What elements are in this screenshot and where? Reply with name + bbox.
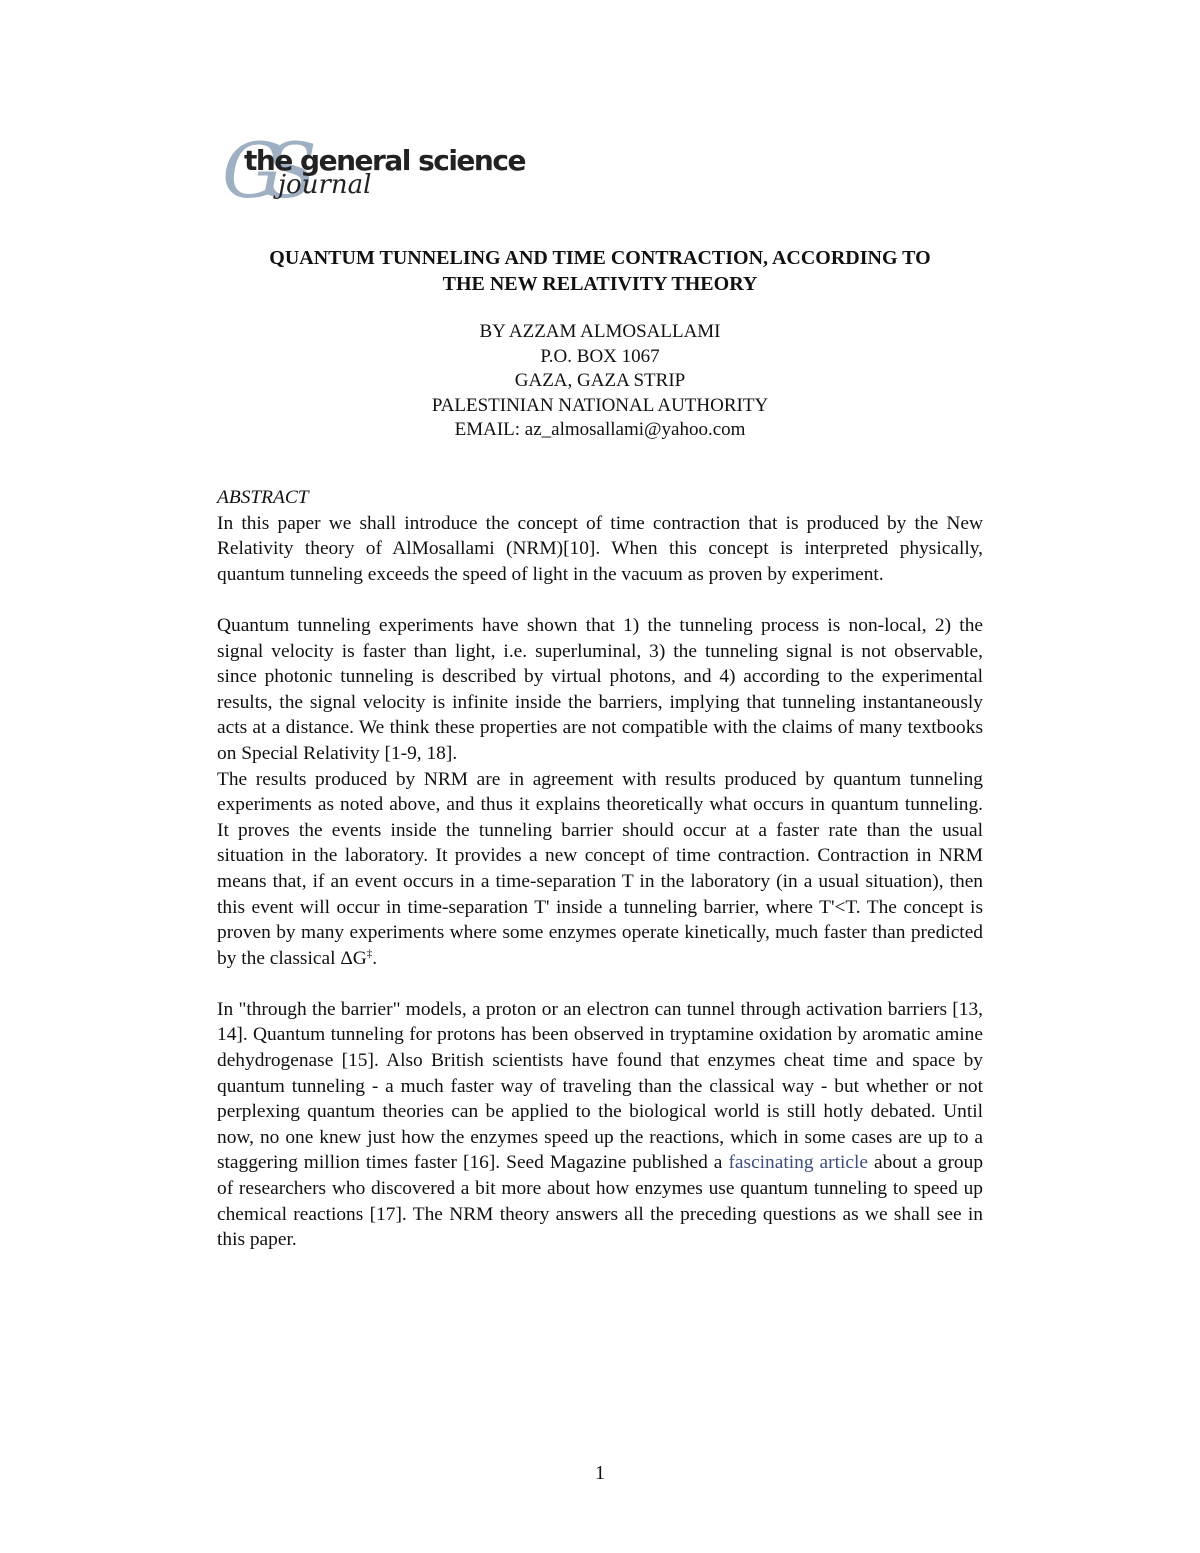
logo-text-sub: journal — [278, 170, 372, 200]
abstract-section — [217, 485, 983, 1253]
paragraph-4-text: In "through the barrier" models, a proton or an electron can tunnel through activation barriers [13, 14]. Quantum tunneling for protons has been observed in tryptamine oxidation by aromatic amine dehydrogenase [15]. Also British scientists have found that enzymes cheat time and space by quantum tunneling - a much faster way of traveling than the classical way - but whether or not perplexing quantum theories can be applied to the biological world is still hotly debated. Until now, no one knew just how the enzymes speed up the reactions, which in some cases are up to a staggering million times faster [16]. Seed Magazine published a — [217, 998, 983, 1174]
double-dagger-superscript: ‡ — [366, 947, 373, 960]
abstract-heading: ABSTRACT — [217, 487, 309, 508]
author-organization: PALESTINIAN NATIONAL AUTHORITY — [431, 394, 769, 416]
author-po-box: P.O. BOX 1067 — [540, 345, 660, 367]
abstract-paragraph-4 — [217, 997, 983, 1253]
abstract-paragraph-1: In this paper we shall introduce the concept of time contraction that is produced by the New Relativity theory of AlMosallami (NRM)[10]. When this concept is interpreted physically, quantum tunneling exceeds the speed of light in the vacuum as proven by experiment. — [217, 512, 983, 585]
paper-title-line-1: QUANTUM TUNNELING AND TIME CONTRACTION, ACCORDING TO — [269, 247, 931, 269]
paragraph-gap — [217, 587, 983, 613]
fascinating-article-link[interactable]: fascinating article — [728, 1152, 868, 1174]
logo-text-main: the general science — [244, 144, 525, 177]
logo-monogram: GS — [222, 126, 299, 215]
author-email: EMAIL: az_almosallami@yahoo.com — [454, 419, 746, 440]
abstract-paragraph-2: Quantum tunneling experiments have shown that 1) the tunneling process is non-local, 2) the signal velocity is faster than light, i.e. superluminal, 3) the tunneling signal is not observable, since photonic tunneling is described by virtual photons, and 4) according to the experimental results, the signal velocity is infinite inside the barriers, implying that tunneling instantaneously acts at a distance. We think these properties are not compatible with the claims of many textbooks on Special Relativity [1-9, 18]. — [217, 614, 983, 764]
author-city: GAZA, GAZA STRIP — [514, 370, 686, 391]
paragraph-gap — [217, 971, 983, 997]
author-block — [300, 320, 900, 443]
paper-title — [200, 245, 1000, 297]
author-byline: BY AZZAM ALMOSALLAMI — [479, 321, 721, 342]
paragraph-3-text: The results produced by NRM are in agreement with results produced by quantum tunneling experiments as noted above, and thus it explains theoretically what occurs in quantum tunneling. It proves the events inside the tunneling barrier should occur at a faster rate than the usual situation in the laboratory. It provides a new concept of time contraction. Contraction in NRM means that, if an event occurs in a time-separation T in the laboratory (in a usual situation), then this event will occur in time-separation T' inside a tunneling barrier, where T'<T. The concept is proven by many experiments where some enzymes operate kinetically, much faster than predicted by the classical — [217, 768, 983, 969]
abstract-paragraph-3 — [217, 767, 983, 972]
paper-title-line-2: THE NEW RELATIVITY THEORY — [442, 273, 758, 295]
paragraph-3-end: . — [372, 947, 378, 969]
page-number: 1 — [595, 1462, 605, 1484]
journal-logo — [222, 126, 525, 215]
paragraph-4-end: about a group of researchers who discovered a bit more about how enzymes use quantum tunneling to speed up chemical reactions [17]. The NRM theory answers all the preceding questions as we shall see in this paper. — [217, 1152, 984, 1251]
delta-g-symbol: ΔG — [340, 947, 367, 969]
